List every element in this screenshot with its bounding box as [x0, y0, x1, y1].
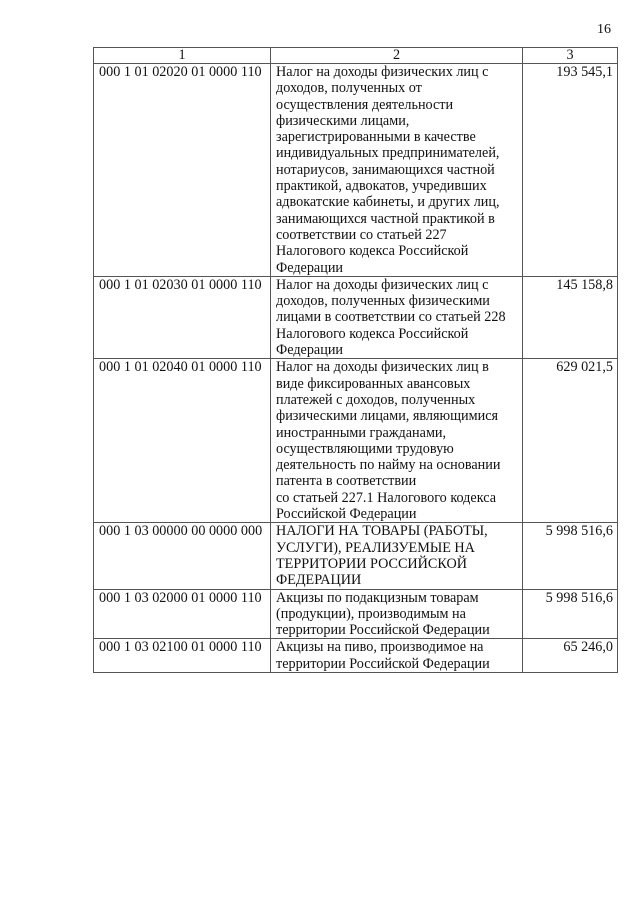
revenue-amount: 145 158,8 [523, 276, 618, 358]
budget-classification-code: 000 1 01 02020 01 0000 110 [94, 64, 271, 277]
revenue-name-line: Акцизы по подакцизным товарам [276, 589, 479, 606]
table-row [94, 523, 618, 589]
revenue-name-line: физическими лицами, [276, 112, 410, 129]
revenue-amount: 193 545,1 [523, 64, 618, 277]
revenue-amount: 629 021,5 [523, 359, 618, 523]
budget-classification-code: 000 1 01 02040 01 0000 110 [94, 359, 271, 523]
revenue-name [271, 523, 523, 589]
column-header-name: 2 [271, 48, 523, 64]
revenue-name-line: платежей с доходов, полученных [276, 391, 476, 408]
revenue-name-line: Акцизы на пиво, производимое на [276, 639, 484, 656]
revenue-name-line: осуществления деятельности [276, 96, 454, 113]
revenue-name-line: адвокатские кабинеты, и других лиц, [276, 194, 500, 211]
table-row [94, 64, 618, 277]
revenue-name-line: иностранными гражданами, [276, 424, 447, 441]
revenue-name-line: Налог на доходы физических лиц с [276, 64, 489, 80]
revenue-name [271, 359, 523, 523]
revenue-name-line: Федерации [276, 259, 344, 276]
revenue-name-line: лицами в соответствии со статьей 228 [276, 309, 506, 326]
revenue-name [271, 589, 523, 639]
revenue-name-line: ФЕДЕРАЦИИ [276, 572, 362, 589]
revenue-name-line: нотариусов, занимающихся частной [276, 161, 495, 178]
revenue-name [271, 64, 523, 277]
revenue-name-line: НАЛОГИ НА ТОВАРЫ (РАБОТЫ, [276, 523, 488, 540]
revenue-name-line: патента в соответствии [276, 473, 417, 490]
revenue-name-line: деятельность по найму на основании [276, 457, 501, 474]
table-row [94, 359, 618, 523]
revenue-name-line: Налог на доходы физических лиц в [276, 359, 489, 376]
revenue-name-line: занимающихся частной практикой в [276, 210, 495, 227]
table-header-row [94, 48, 618, 64]
revenue-name-line: Налогового кодекса Российской [276, 325, 469, 342]
revenue-name-line: доходов, полученных от [276, 80, 422, 97]
budget-classification-code: 000 1 03 02000 01 0000 110 [94, 589, 271, 639]
revenue-amount: 5 998 516,6 [523, 589, 618, 639]
budget-classification-code: 000 1 03 00000 00 0000 000 [94, 523, 271, 589]
revenue-name-line: Налог на доходы физических лиц с [276, 276, 489, 293]
revenue-name-line: доходов, полученных физическими [276, 293, 490, 310]
revenue-name-line: зарегистрированными в качестве [276, 129, 476, 146]
revenue-name-line: практикой, адвокатов, учредивших [276, 178, 487, 195]
revenue-name-line: Федерации [276, 342, 344, 359]
revenue-amount: 65 246,0 [523, 639, 618, 673]
revenue-name-line: территории Российской Федерации [276, 622, 490, 639]
revenue-name [271, 639, 523, 673]
revenue-name-line: Налогового кодекса Российской [276, 243, 469, 260]
budget-classification-code: 000 1 03 02100 01 0000 110 [94, 639, 271, 673]
revenue-name-line: территории Российской Федерации [276, 655, 490, 672]
column-header-amount: 3 [523, 48, 618, 64]
budget-classification-code: 000 1 01 02030 01 0000 110 [94, 276, 271, 358]
revenue-name-line: виде фиксированных авансовых [276, 375, 471, 392]
revenue-name-line: физическими лицами, являющимися [276, 408, 499, 425]
table-row [94, 276, 618, 358]
revenue-name [271, 276, 523, 358]
revenue-name-line: УСЛУГИ), РЕАЛИЗУЕМЫЕ НА [276, 539, 475, 556]
revenue-name-line: осуществляющими трудовую [276, 440, 454, 457]
revenue-name-line: ТЕРРИТОРИИ РОССИЙСКОЙ [276, 555, 467, 572]
revenue-amount: 5 998 516,6 [523, 523, 618, 589]
page-number: 16 [597, 22, 611, 37]
column-header-code: 1 [94, 48, 271, 64]
revenue-table [93, 47, 618, 673]
table-row [94, 639, 618, 673]
revenue-name-line: Российской Федерации [276, 506, 417, 523]
revenue-name-line: соответствии со статьей 227 [276, 226, 447, 243]
table-row [94, 589, 618, 639]
revenue-name-line: со статьей 227.1 Налогового кодекса [276, 489, 496, 506]
revenue-name-line: (продукции), производимым на [276, 605, 466, 622]
revenue-name-line: индивидуальных предпринимателей, [276, 145, 500, 162]
